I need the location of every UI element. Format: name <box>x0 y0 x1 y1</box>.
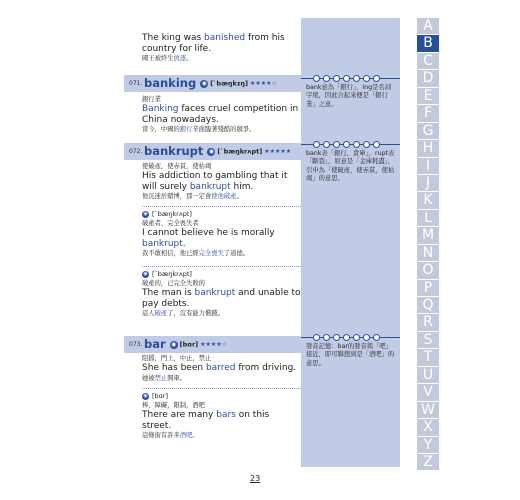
sense-pos: 使破產，使赤貧，使枯竭 <box>142 163 212 170</box>
alphabet-tab-i[interactable]: I <box>417 158 439 175</box>
audio-icon[interactable]: ◉ <box>171 340 177 348</box>
alphabet-tab-n[interactable]: N <box>417 245 439 262</box>
audio-icon[interactable]: ◉ <box>208 147 215 155</box>
example-zh: 當今，中國的銀行業面臨著殘酷的競爭。 <box>142 126 256 134</box>
audio-icon[interactable]: ◉ <box>143 210 148 217</box>
example-zh: 這人破產了，沒有能力償錢。 <box>142 310 224 318</box>
alphabet-tab-v[interactable]: V <box>417 384 439 401</box>
alphabet-tab-j[interactable]: J <box>417 175 439 192</box>
example-en: There are many bars on this street. <box>142 410 270 431</box>
sense-ipa: ◉ [ˋbæŋkrʌpt] <box>143 270 192 278</box>
rating-stars: ★★★★★ <box>264 148 292 155</box>
sense-bar-2 <box>142 392 301 440</box>
entry-header-banking <box>124 75 301 92</box>
alphabet-tab-m[interactable]: M <box>417 227 439 244</box>
entry-word: bankrupt ◉ [ˋbæŋkrʌpt] ★★★★★ <box>144 144 292 158</box>
entry-header-bankrupt <box>124 143 301 160</box>
note-bar: 發音記憶：bar的發音與「吧」接近，即可聯想到是「酒吧」的意思。 <box>306 343 395 367</box>
alphabet-tab-z[interactable]: Z <box>417 454 439 471</box>
sense-bankrupt-3 <box>142 270 301 318</box>
alphabet-tab-p[interactable]: P <box>417 280 439 297</box>
alphabet-tab-e[interactable]: E <box>417 88 439 105</box>
entry-number: 073. <box>129 341 143 348</box>
alphabet-tab-b[interactable]: B <box>417 35 439 52</box>
alphabet-tab-s[interactable]: S <box>417 332 439 349</box>
alphabet-tab-w[interactable]: W <box>417 402 439 419</box>
example-zh: 她被禁止開車。 <box>142 374 187 382</box>
ring-binder-icon <box>313 140 383 148</box>
example-zh: 這條街有許多酒吧。 <box>142 432 199 440</box>
alphabet-tab-r[interactable]: R <box>417 314 439 331</box>
alphabet-tab-o[interactable]: O <box>417 262 439 279</box>
alphabet-tab-l[interactable]: L <box>417 210 439 227</box>
sense-bar-1 <box>142 354 301 383</box>
alphabet-tab-a[interactable]: A <box>417 18 439 35</box>
sense-bankrupt-2 <box>142 210 301 258</box>
sense-pos: 破產的，已完全失敗的 <box>142 280 205 287</box>
entry-ipa: [ˋbæŋkɪŋ] <box>210 79 248 88</box>
sense-pos: 阻擋，門上，中止，禁止 <box>142 355 212 362</box>
rating-stars: ★★★★☆ <box>249 80 277 87</box>
intro-sentence-zh: 國王被終生放逐。 <box>142 55 193 63</box>
alphabet-tab-g[interactable]: G <box>417 123 439 140</box>
alphabet-tab-h[interactable]: H <box>417 140 439 157</box>
entry-word: banking ◉ [ˋbæŋkɪŋ] ★★★★☆ <box>144 76 277 90</box>
entry-header-bar <box>124 336 301 353</box>
entry-ipa: [ˋbæŋkrʌpt] <box>217 147 263 156</box>
entry-ipa: [bɑr] <box>179 340 199 349</box>
entry-number: 072. <box>129 148 143 155</box>
sense-divider <box>142 388 301 389</box>
sense-banking-1 <box>142 95 301 134</box>
sense-ipa: ◉ [bɑr] <box>143 392 168 400</box>
entry-word: bar ◉ [bɑr] ★★★★☆ <box>144 337 228 351</box>
example-en: She has been barred from driving. <box>142 363 297 373</box>
sense-ipa: ◉ [ˋbæŋkrʌpt] <box>143 210 192 218</box>
alphabet-tab-q[interactable]: Q <box>417 297 439 314</box>
alphabet-tab-f[interactable]: F <box>417 105 439 122</box>
alphabet-tab-c[interactable]: C <box>417 53 439 70</box>
audio-icon[interactable]: ◉ <box>143 392 148 399</box>
entry-number: 071. <box>129 80 143 87</box>
note-bankrupt: bank表「銀行，倉庫」，rupt表「斷裂」，原意是「金庫耗盡」，引申為「使破產，使赤貧，使枯竭」的意思。 <box>306 150 395 183</box>
example-zh: 我不敢相信，他已經完全喪失了道德。 <box>142 250 250 258</box>
example-en: The man is bankrupt and unable to pay debts. <box>142 288 301 309</box>
sense-bankrupt-1 <box>142 162 301 201</box>
alphabet-index <box>417 18 439 471</box>
sense-pos: 破產者，完全喪失者 <box>142 220 199 227</box>
alphabet-tab-u[interactable]: U <box>417 367 439 384</box>
ring-binder-icon <box>313 74 383 82</box>
example-zh: 他沉迷於賭博，那一定會使他破產。 <box>142 193 243 201</box>
entry-column <box>124 0 301 467</box>
intro-example <box>142 33 302 63</box>
intro-sentence-en: The king was banished from his country for life. <box>142 33 285 54</box>
audio-icon[interactable]: ◉ <box>143 270 148 277</box>
audio-icon[interactable]: ◉ <box>201 79 207 87</box>
alphabet-tab-d[interactable]: D <box>417 70 439 87</box>
alphabet-tab-k[interactable]: K <box>417 192 439 209</box>
example-en: His addiction to gambling that it will surely bankrupt him. <box>142 171 288 192</box>
example-en: I cannot believe he is morally bankrupt. <box>142 228 275 249</box>
sense-pos: 銀行業 <box>142 96 161 103</box>
sense-divider <box>142 206 301 207</box>
sense-divider <box>142 266 301 267</box>
notes-column <box>301 18 400 467</box>
ring-binder-icon <box>313 333 383 341</box>
example-en: Banking faces cruel competition in China nowadays. <box>142 104 299 125</box>
rating-stars: ★★★★☆ <box>200 341 228 348</box>
page-number: 23 <box>250 474 261 483</box>
sense-pos: 棒，障礙，限制，酒吧 <box>142 402 205 409</box>
alphabet-tab-y[interactable]: Y <box>417 437 439 454</box>
alphabet-tab-t[interactable]: T <box>417 349 439 366</box>
alphabet-tab-x[interactable]: X <box>417 419 439 436</box>
note-banking: bank意為「銀行」，ing是名詞字尾，因此合起來便是「銀行業」之意。 <box>306 84 392 108</box>
